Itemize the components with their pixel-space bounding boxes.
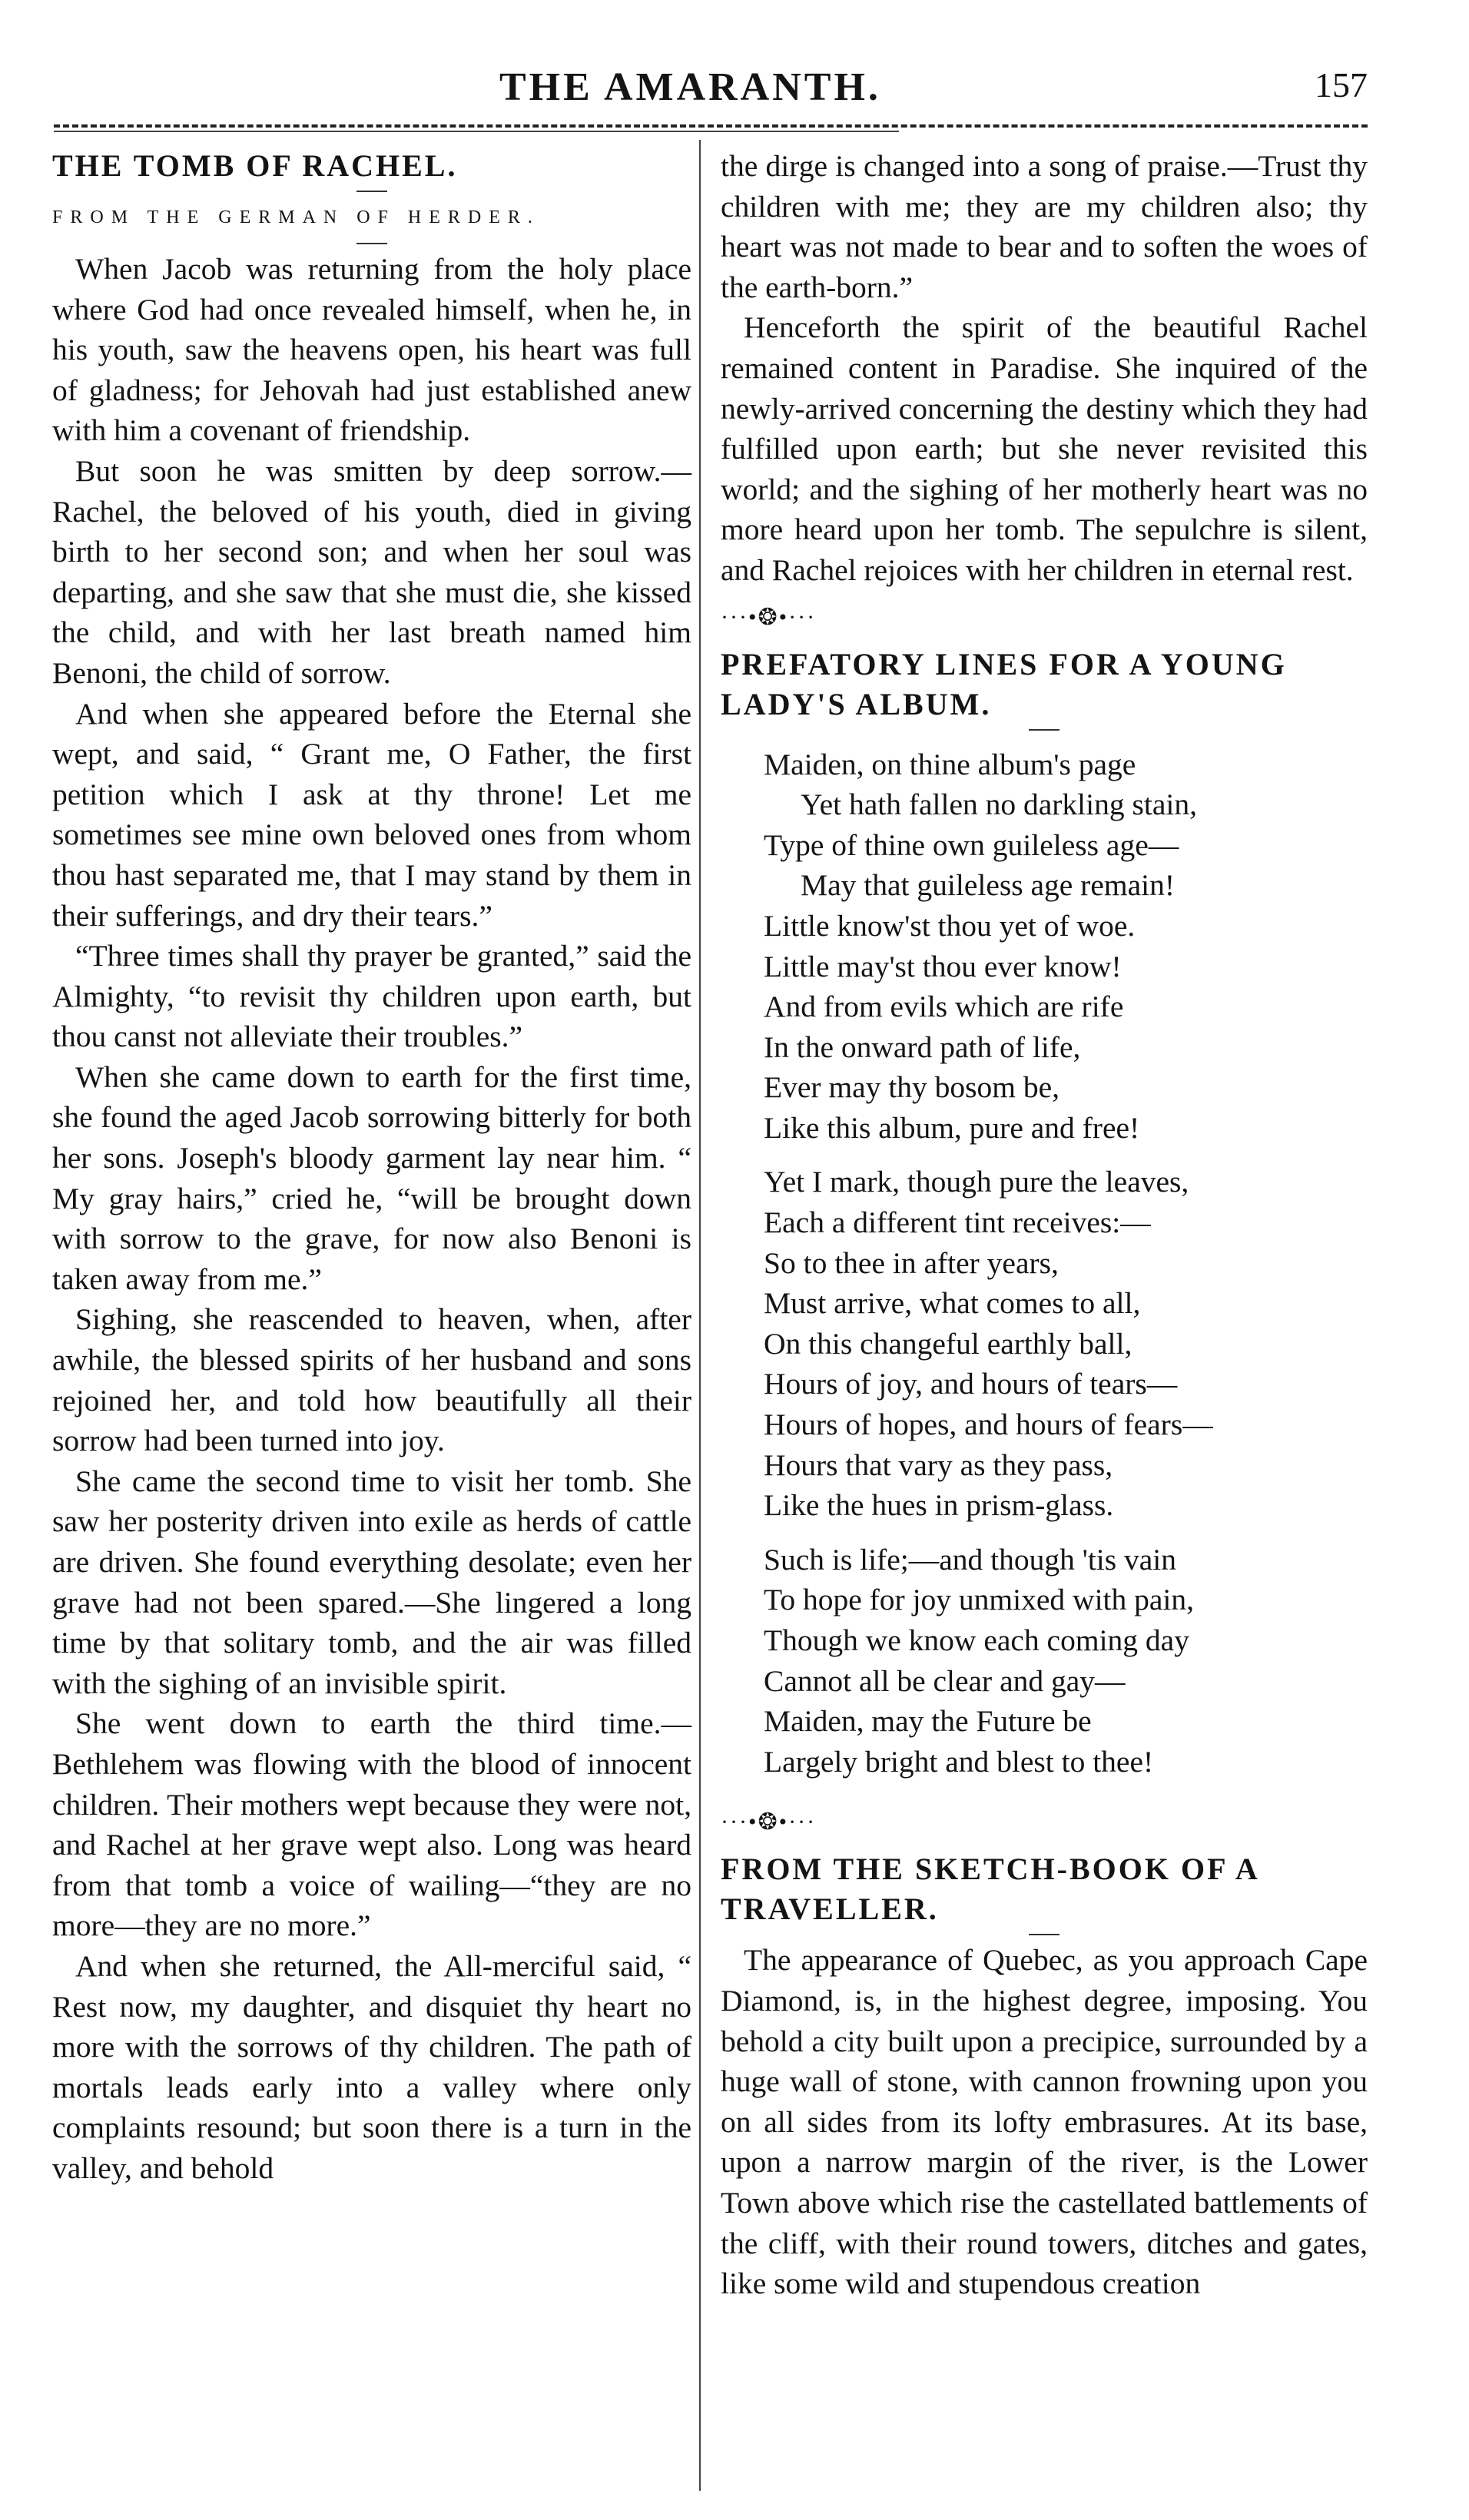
poem-title-line-2: LADY'S ALBUM. <box>721 686 992 721</box>
verse-line: Hours of hopes, and hours of fears— <box>764 1408 1213 1442</box>
verse-line: Maiden, on thine album's page <box>764 747 1136 781</box>
verse-line: Type of thine own guileless age— <box>764 827 1179 862</box>
verse-line: Little may'st thou ever know! <box>764 949 1122 983</box>
verse-line: So to thee in after years, <box>764 1245 1059 1280</box>
verse-line: Little know'st thou yet of woe. <box>764 908 1136 943</box>
section-ornament: ···•❂•··· <box>721 1809 817 1835</box>
paragraph: And when she appeared before the Eternal she wept, and said, “ Grant me, O Father, the first petition which I ask at thy throne! Let me sometimes see mine own beloved ones from whom thou hast separated me, that I may stand by them in their sufferings, and dry their tears.” <box>52 696 691 933</box>
poem-stanza-1 <box>764 744 1368 1149</box>
page-number: 157 <box>1315 65 1368 104</box>
verse-line: Largely bright and blest to thee! <box>764 1744 1154 1779</box>
journal-title: THE AMARANTH. <box>499 65 881 109</box>
verse-line: Hours that vary as they pass, <box>764 1447 1113 1482</box>
right-column <box>721 146 1368 2304</box>
verse-line: Yet hath fallen no darkling stain, <box>801 788 1197 822</box>
verse-line: Maiden, may the Future be <box>764 1704 1092 1739</box>
sketch-title-line-1: FROM THE SKETCH-BOOK OF A <box>721 1852 1260 1887</box>
poem-stanza-2 <box>764 1162 1368 1525</box>
paragraph-continued: the dirge is changed into a song of praise.—Trust thy children with me; they are my children also; thy heart was not made to bear and to soften the woes of the earth-born.” <box>721 149 1368 304</box>
verse-line: May that guileless age remain! <box>801 868 1175 903</box>
header-rule-secondary <box>54 131 899 132</box>
paragraph: And when she returned, the All-merciful said, “ Rest now, my daughter, and disquiet thy heart no more with the sorrows of thy children. The path of mortals leads early into a valley where only complaints resound; but soon there is a turn in the valley, and behold <box>52 1948 691 2185</box>
verse-line: Each a different tint receives:— <box>764 1205 1151 1240</box>
sketch-title <box>721 1849 1368 1929</box>
verse-line: Like this album, pure and free! <box>764 1110 1140 1145</box>
verse-line: Like the hues in prism-glass. <box>764 1488 1114 1523</box>
subtitle-rule <box>356 243 387 244</box>
paragraph: Sighing, she reascended to heaven, when, after awhile, the blessed spirits of her husband and sons rejoined her, and told how beautifully all their sorrow had been turned into joy. <box>52 1302 691 1458</box>
paragraph: But soon he was smitten by deep sorrow.—Rachel, the beloved of his youth, died in giving birth to her second son; and when her soul was departing, and she saw that she must die, she kissed the child, and with her last breath named him Benoni, the child of sorrow. <box>52 453 691 690</box>
verse-line: Ever may thy bosom be, <box>764 1070 1060 1105</box>
header-rule <box>54 124 1368 128</box>
section-ornament: ···•❂•··· <box>721 604 817 630</box>
paragraph: When she came down to earth for the first time, she found the aged Jacob sorrowing bitterly for both her sons. Joseph's bloody garment lay near him. “ My gray hairs,” cried he, “will be brought down with sorrow to the grave, for now also Benoni is taken away from me.” <box>52 1059 691 1296</box>
verse-line: In the onward path of life, <box>764 1030 1081 1064</box>
sketch-title-line-2: TRAVELLER. <box>721 1892 939 1927</box>
page-header <box>46 54 1368 115</box>
verse-line: Hours of joy, and hours of tears— <box>764 1367 1178 1401</box>
verse-line: Though we know each coming day <box>764 1623 1189 1657</box>
verse-line: Must arrive, what comes to all, <box>764 1286 1141 1321</box>
paragraph: Henceforth the spirit of the beautiful Rachel remained content in Paradise. She inquired of the newly-arrived concerning the destiny which they had fulfilled upon earth; but she never revisited this world; and the sighing of her motherly heart was no more heard upon her tomb. The sepulchre is silent, and Rachel rejoices with her children in eternal rest. <box>721 310 1368 587</box>
column-divider <box>699 140 701 2491</box>
verse-line: Cannot all be clear and gay— <box>764 1663 1126 1698</box>
verse-line: On this changeful earthly ball, <box>764 1326 1132 1361</box>
verse-line: Yet I mark, though pure the leaves, <box>764 1165 1189 1199</box>
paragraph: She went down to earth the third time.—Bethlehem was flowing with the blood of innocent children. Their mothers wept because they were not, and Rachel at her grave wept also. Long was heard from that tomb a voice of wailing—“they are no more—they are no more.” <box>52 1706 691 1943</box>
sketch-title-rule <box>1029 1934 1059 1935</box>
poem-title-rule <box>1029 729 1059 731</box>
verse-line: And from evils which are rife <box>764 990 1124 1024</box>
poem-stanza-3 <box>764 1540 1368 1782</box>
article-title-tomb-of-rachel: THE TOMB OF RACHEL. <box>52 148 458 183</box>
poem-title-line-1: PREFATORY LINES FOR A YOUNG <box>721 646 1287 681</box>
paragraph: When Jacob was returning from the holy place where God had once revealed himself, when he, in his youth, saw the heavens open, his heart was full of gladness; for Jehovah had just established anew with him a covenant of friendship. <box>52 252 691 448</box>
paragraph: She came the second time to visit her tomb. She saw her posterity driven into exile as herds of cattle are driven. She found everything desolate; even her grave had not been spared.—She lingered a long time by that solitary tomb, and the air was filled with the sighing of an invisible spirit. <box>52 1464 691 1700</box>
left-column <box>52 146 691 2189</box>
paragraph: The appearance of Quebec, as you approach Cape Diamond, is, in the highest degree, imposing. You behold a city built upon a precipice, surrounded by a huge wall of stone, with cannon frowning upon you on all sides from its lofty embrasures. At its base, upon a narrow margin of the river, is the Lower Town above which rise the castellated battlements of the cliff, with their round towers, ditches and gates, like some wild and stupendous creation <box>721 1943 1368 2301</box>
article-subtitle: FROM THE GERMAN OF HERDER. <box>52 207 540 227</box>
title-rule <box>356 191 387 192</box>
paragraph: “Three times shall thy prayer be granted,” said the Almighty, “to revisit thy children upon earth, but thou canst not alleviate their troubles.” <box>52 939 691 1054</box>
verse-line: To hope for joy unmixed with pain, <box>764 1583 1195 1617</box>
poem-title <box>721 645 1368 724</box>
verse-line: Such is life;—and though 'tis vain <box>764 1542 1177 1577</box>
